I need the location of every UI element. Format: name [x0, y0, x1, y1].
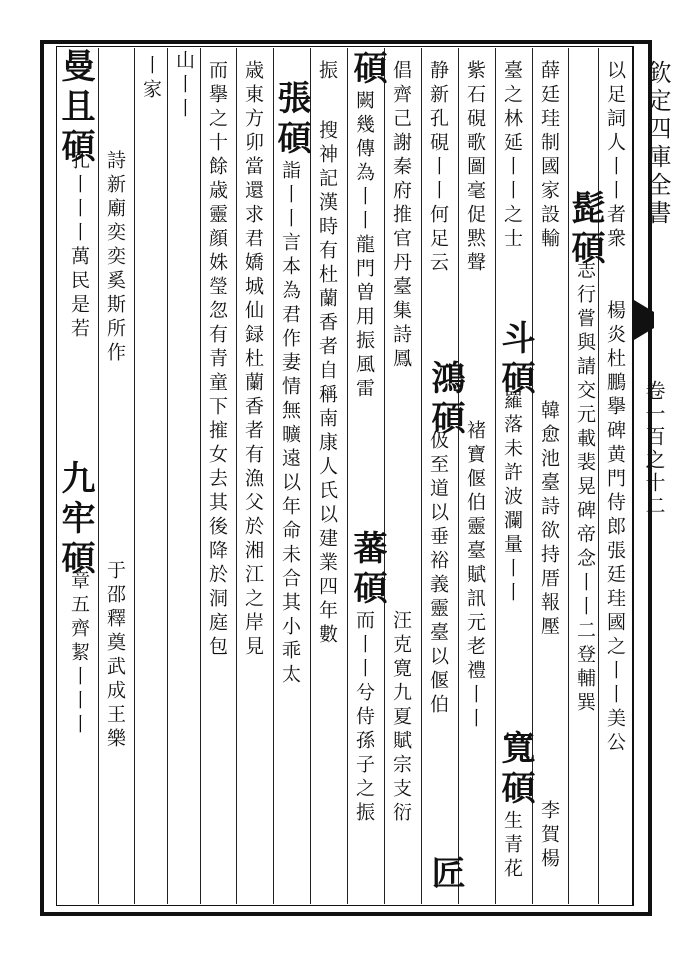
column-text: 山丨丨: [173, 50, 195, 122]
headword-text: 鴻碩: [425, 360, 465, 440]
column-text: 羅落未許波瀾量丨丨: [501, 390, 523, 606]
text-column: [64, 570, 94, 738]
text-column: [570, 260, 600, 716]
column-rule: [134, 48, 135, 904]
column-rule: [421, 48, 422, 904]
column-rule: [167, 48, 168, 904]
column-text: 而擧之十餘歳靈顔姝瑩忽有青童下㩁女去其後降於洞庭包: [206, 60, 228, 660]
column-text: 志行嘗與請交元載裴晃碑帝念丨丨二登輔巽: [574, 260, 596, 716]
text-column: [349, 610, 379, 826]
column-rule: [384, 48, 385, 904]
column-text: 倡齊己謝秦府推官丹臺集詩鳳: [390, 60, 412, 372]
column-text: 于邵釋奠武成王樂: [104, 560, 126, 752]
text-column: [238, 60, 268, 660]
margin-edge: [632, 46, 634, 906]
column-rule: [568, 48, 569, 904]
column-text: 静新孔硯丨丨何足云: [427, 60, 449, 276]
headword-text: 曼且碩: [55, 48, 95, 168]
text-column: [460, 420, 490, 732]
text-column: [534, 60, 564, 252]
juan-label-margin: 卷一百之十二: [642, 380, 666, 518]
book-title-margin: 欽定四庫全書: [643, 60, 671, 228]
text-column: [423, 430, 453, 718]
column-rule: [200, 48, 201, 904]
column-text: 闕幾傳為丨丨龍門曽用振風雷: [353, 90, 375, 402]
text-column: [497, 60, 527, 252]
column-rule: [273, 48, 274, 904]
text-column: [349, 90, 379, 402]
column-text: 詣丨丨言本為君作妻情無曠遠以年命未合其小乖太: [279, 160, 301, 688]
text-column: [64, 150, 94, 342]
fish-tail-mark-icon: [634, 300, 654, 340]
column-text: 伋至道以垂裕義靈臺以偃伯: [427, 430, 449, 718]
column-text: 孔丨丨丨萬民是若: [68, 150, 90, 342]
headword-text: 斗碩: [495, 320, 535, 400]
headword-text: 髭碩: [565, 190, 605, 270]
column-text: 搜神記漢時有杜蘭香者自稱南康人氏以建業四年數: [316, 120, 338, 648]
headword-text: 張碩: [271, 80, 311, 160]
text-column: [100, 560, 130, 752]
text-column: [386, 60, 416, 372]
column-text: 韓愈池臺詩欲持厝報壓: [538, 400, 560, 640]
headword-text: 碩: [347, 50, 387, 90]
headword: [425, 360, 465, 440]
text-column: [497, 390, 527, 606]
column-text: 振: [316, 60, 338, 84]
column-text: 紫石硯歌圖毫促黙聲: [464, 60, 486, 276]
column-text: 詩新廟奕奕奚斯所作: [104, 150, 126, 366]
column-text: 歳東方卯當還求君嬌城仙録杜蘭香者有漁父於湘江之岸見: [242, 60, 264, 660]
text-column: [312, 60, 342, 84]
column-text: 生青花: [501, 810, 523, 882]
column-text: 汪克寛九夏賦宗支衍: [390, 610, 412, 826]
column-text: 而丨丨兮侍孫子之振: [353, 610, 375, 826]
text-column: [386, 610, 416, 826]
column-rule: [236, 48, 237, 904]
column-text: 以足詞人丨丨者衆: [604, 60, 626, 252]
text-column: [169, 50, 199, 122]
column-rule: [347, 48, 348, 904]
text-column: [312, 120, 342, 648]
headword-text: 匠: [425, 855, 465, 895]
headword: [495, 320, 535, 400]
text-column: [275, 160, 305, 688]
column-text: 楊炎杜鵬擧碑黄門侍郎張廷珪國之丨丨美公: [604, 300, 626, 756]
column-text: 褚寶偃伯靈臺賦訊元老禮丨丨: [464, 420, 486, 732]
text-column: [600, 300, 630, 756]
text-column: [534, 800, 564, 872]
headword: [565, 190, 605, 270]
text-column: [460, 60, 490, 276]
headword: [271, 80, 311, 160]
text-column: [100, 150, 130, 366]
text-column: [423, 60, 453, 276]
column-rule: [458, 48, 459, 904]
text-column: [202, 60, 232, 660]
column-rule: [310, 48, 311, 904]
headword-text: 寬碩: [495, 730, 535, 810]
headword-text: 蕃碩: [347, 530, 387, 610]
column-text: 丨家: [140, 55, 162, 103]
headword: [495, 730, 535, 810]
column-text: 臺之林延丨丨之士: [501, 60, 523, 252]
text-column: [136, 55, 166, 103]
column-text: 李賀楊: [538, 800, 560, 872]
headword: [55, 460, 95, 580]
headword: [347, 50, 387, 90]
headword-text: 九牢碩: [55, 460, 95, 580]
text-column: [534, 400, 564, 640]
column-text: 薛廷珪制國家設輸: [538, 60, 560, 252]
headword: [425, 855, 465, 895]
text-column: [497, 810, 527, 882]
column-text: 章五齊絜丨丨丨: [68, 570, 90, 738]
headword: [347, 530, 387, 610]
column-rule: [98, 48, 99, 904]
